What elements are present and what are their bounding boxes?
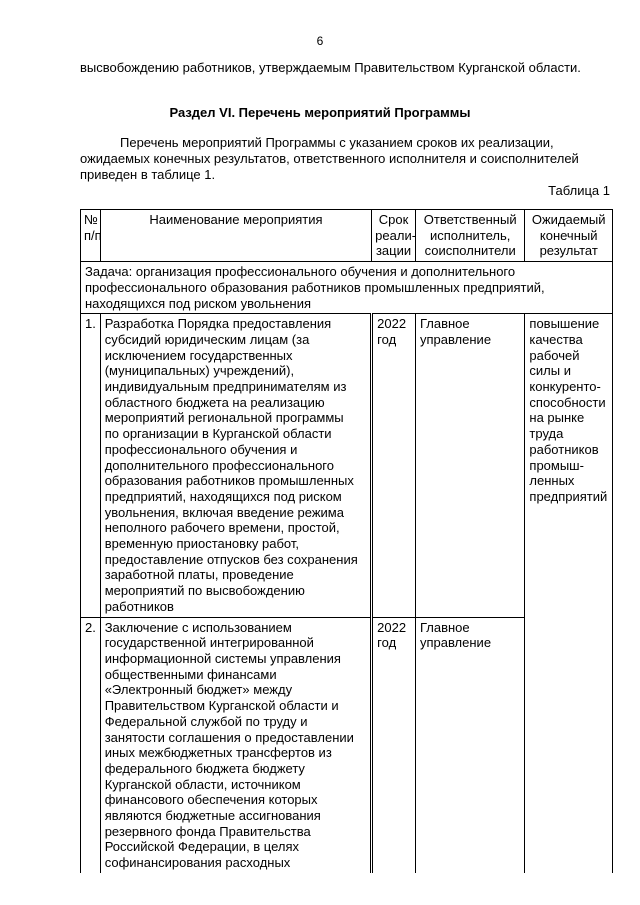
measures-table [80,209,613,873]
header-responsible: Ответственный исполнитель, соисполнители [415,210,524,262]
row-num: 1. [81,314,101,617]
header-name: Наименование мероприятия [100,210,371,262]
section-title: Раздел VI. Перечень мероприятий Программы [169,105,471,120]
row-num: 2. [81,617,101,873]
table-row [81,314,613,617]
row-result-continued [525,617,613,873]
table-header-row [81,210,613,262]
header-result: Ожидаемый конечный результат [525,210,613,262]
task-cell: Задача: организация профессионального обучения и дополнительного профессионального образования работников промышленных предприятий, находящихся под риском увольнения [81,262,613,314]
table-row [81,617,613,873]
intro-text: высвобождению работников, утверждаемым Правительством Курганской области. [80,60,581,75]
paragraph-line: Перечень мероприятий Программы с указанием сроков их реализации, [120,135,554,150]
row-responsible: Главное управление [415,617,524,873]
header-num: № п/п [81,210,101,262]
row-name: Разработка Порядка предоставления субсидий юридическим лицам (за исключением государственных (муниципальных) учреждений), индивидуальным предпринимателям из областного бюджета на реализацию мероприятий региональной программы по организации в Курганской области профессионального обучения и дополнительного профессионального образования работников промышленных предприятий, находящихся под риском увольнения, включая введение режима неполного рабочего времени, простой, временную приостановку работ, предоставление отпусков без сохранения заработной платы, проведение мероприятий по высвобождению работников [100,314,371,617]
task-row [81,262,613,314]
paragraph-line: ожидаемых конечных результатов, ответственного исполнителя и соисполнителей [80,151,579,166]
row-result: повышение качества рабочей силы и конкуренто- способности на рынке труда работников промыш- ленных предприятий [525,314,613,617]
row-term: 2022 год [372,314,416,617]
header-term: Срок реали- зации [372,210,416,262]
page-number: 6 [316,34,324,48]
row-name: Заключение с использованием государственной интегрированной информационной системы управления общественными финансами «Электронный бюджет» между Правительством Курганской области и Федеральной службой по труду и занятости соглашения о предоставлении иных межбюджетных трансфертов из федерального бюджета бюджету Курганской области, источником финансового обеспечения которых являются бюджетные ассигнования резервного фонда Правительства Российской Федерации, в целях софинансирования расходных [100,617,371,873]
table-caption: Таблица 1 [548,183,610,198]
intro-paragraph [80,135,613,183]
measures-table-wrapper [80,209,613,873]
row-responsible: Главное управление [415,314,524,617]
row-term: 2022 год [372,617,416,873]
paragraph-line: приведен в таблице 1. [80,167,216,182]
